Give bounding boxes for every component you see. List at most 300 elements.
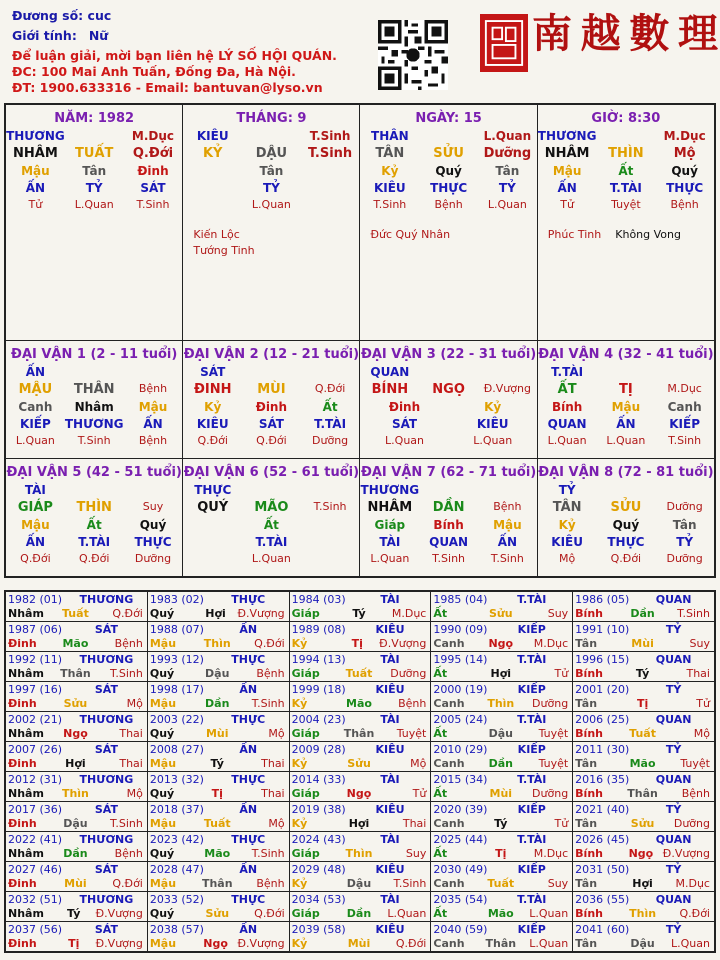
stage-label: T.Sinh xyxy=(109,667,143,680)
star-note: Kiến Lộc xyxy=(193,228,240,241)
hidden-stem-label: Tân xyxy=(672,518,697,532)
year-cell[interactable] xyxy=(6,832,148,862)
year-cell[interactable] xyxy=(431,622,573,652)
branch-label: Dậu xyxy=(488,727,513,740)
year-row xyxy=(6,712,715,742)
year-cell[interactable] xyxy=(147,772,289,802)
stem-label: Nhâm xyxy=(8,907,44,920)
stem-label: Ất xyxy=(433,727,448,740)
year-label: 2022 (41) xyxy=(8,833,63,846)
ten-god-label: KIẾP xyxy=(669,417,700,431)
ten-god-label: THƯƠNG xyxy=(79,713,134,726)
ten-god-label: TÀI xyxy=(379,535,401,549)
stage-label: Thai xyxy=(686,667,710,680)
year-row xyxy=(6,682,715,712)
stage-label: Mộ xyxy=(410,757,427,770)
branch-label: Dậu xyxy=(346,877,372,890)
year-label: 2007 (26) xyxy=(8,743,63,756)
pillar-line xyxy=(6,198,182,211)
stage-label: Bệnh xyxy=(138,434,168,447)
hidden-gods-line xyxy=(183,535,359,549)
year-cell[interactable] xyxy=(147,652,289,682)
year-cell[interactable] xyxy=(147,862,289,892)
stage-label: L.Quan xyxy=(606,434,646,447)
year-cell[interactable] xyxy=(289,652,431,682)
branch-label: Tý xyxy=(210,757,224,770)
year-header xyxy=(433,713,570,726)
ten-god-label: T.TÀI xyxy=(517,593,547,606)
dai-van-title: ĐẠI VẬN 6 (52 - 61 tuổi) xyxy=(183,465,360,480)
year-label: 2020 (39) xyxy=(433,803,488,816)
stem-label: Giáp xyxy=(291,607,320,620)
year-cell[interactable] xyxy=(573,832,715,862)
branch-label: Ngọ xyxy=(346,787,372,800)
year-cell[interactable] xyxy=(6,682,148,712)
year-cell[interactable] xyxy=(6,922,148,952)
dai-van-row xyxy=(6,341,715,459)
pillar-title: GIỜ: 8:30 xyxy=(591,111,661,126)
year-detail xyxy=(575,607,712,620)
year-detail xyxy=(433,757,570,770)
stage-label: L.Quan xyxy=(370,552,410,565)
hidden-stems-line xyxy=(183,518,359,532)
ten-god-label: THÂN xyxy=(371,129,409,143)
stem-label: Mậu xyxy=(149,697,177,710)
ten-god-label: KIẾP xyxy=(517,683,546,696)
year-cell[interactable] xyxy=(147,592,289,622)
dai-van-cell[interactable] xyxy=(360,341,537,459)
year-cell[interactable] xyxy=(289,622,431,652)
year-header xyxy=(292,743,429,756)
year-label: 1991 (10) xyxy=(575,623,630,636)
brand-char: 越 xyxy=(580,9,621,57)
ten-god-label: ẤN xyxy=(557,181,577,195)
year-row xyxy=(6,772,715,802)
year-cell[interactable] xyxy=(289,682,431,712)
year-header xyxy=(433,623,570,636)
seal-stamp-icon xyxy=(480,14,528,72)
pillar-line xyxy=(538,181,714,195)
hidden-stem-label: Tân xyxy=(82,164,107,178)
qr-code-icon[interactable] xyxy=(378,20,448,90)
year-header xyxy=(150,863,287,876)
gender-value: Nữ xyxy=(88,28,109,43)
hidden-stem-label: Canh xyxy=(667,400,702,414)
hidden-stem-label: Giáp xyxy=(374,518,406,532)
stage-label: Dưỡng xyxy=(673,817,710,830)
stem-label: Kỷ xyxy=(291,937,308,950)
star-note: Phúc Tinh xyxy=(547,228,602,241)
branch-label: Hợi xyxy=(490,667,512,680)
ten-god-label: L.Quan xyxy=(483,129,532,143)
year-cell[interactable] xyxy=(147,622,289,652)
year-cell[interactable] xyxy=(431,772,573,802)
ten-god-label: TỶ xyxy=(85,181,103,195)
hidden-stages-line xyxy=(538,434,714,447)
stem-label: Bính xyxy=(575,787,603,800)
stem-label: ẤT xyxy=(557,382,577,397)
brand-char: 數 xyxy=(629,9,670,57)
year-header xyxy=(8,743,145,756)
stage-label: Tuyệt xyxy=(538,727,569,740)
year-detail xyxy=(8,757,145,770)
pillar-line xyxy=(183,146,359,161)
stage-label: T.Sinh xyxy=(251,847,285,860)
ten-god-label: SÁT xyxy=(391,417,418,431)
stem-label: Kỷ xyxy=(291,637,308,650)
year-header xyxy=(433,893,570,906)
ten-god-label: TÀI xyxy=(380,653,400,666)
stage-label: Đ.Vượng xyxy=(95,937,143,950)
ten-god-label: QUAN xyxy=(655,833,692,846)
hidden-stems-line xyxy=(538,400,714,414)
hidden-gods-line xyxy=(538,535,714,549)
branch-label: Tuất xyxy=(487,877,515,890)
dai-van-cell[interactable] xyxy=(537,341,714,459)
year-row xyxy=(6,622,715,652)
owner-value: cuc xyxy=(87,8,112,23)
dai-van-cell[interactable] xyxy=(6,341,183,459)
year-label: 1992 (11) xyxy=(8,653,63,666)
dai-van-main xyxy=(6,500,182,515)
ten-god-label: KIÊU xyxy=(375,803,405,816)
year-label: 1988 (07) xyxy=(149,623,204,636)
stem-label: Tân xyxy=(575,817,598,830)
year-row xyxy=(6,892,715,922)
year-header xyxy=(150,923,287,936)
year-cell[interactable] xyxy=(573,802,715,832)
stage-label: L.Quan xyxy=(529,907,569,920)
stem-label: Canh xyxy=(433,757,465,770)
year-cell[interactable] xyxy=(431,802,573,832)
year-detail xyxy=(433,847,570,860)
stem-label: Bính xyxy=(575,847,603,860)
ten-god-label: SÁT xyxy=(94,743,118,756)
ten-god-label: SÁT xyxy=(140,181,166,195)
year-cell[interactable] xyxy=(573,622,715,652)
stage-label: M.Dục xyxy=(533,637,569,650)
year-label: 2040 (59) xyxy=(433,923,488,936)
hidden-stages-line xyxy=(6,434,182,447)
year-cell[interactable] xyxy=(431,922,573,952)
stage-label: L.Quan xyxy=(251,552,291,565)
dai-van-title: ĐẠI VẬN 4 (32 - 41 tuổi) xyxy=(538,347,714,362)
stage-label: Mộ xyxy=(126,697,143,710)
stage-label: Suy xyxy=(689,637,710,650)
branch-label: Tuất xyxy=(629,727,656,740)
ten-god-label: TỶ xyxy=(262,181,280,195)
hidden-stem-label: Ất xyxy=(618,164,634,178)
ten-god-label: QUAN xyxy=(655,653,692,666)
stem-branch-label: Q.Đới xyxy=(132,146,174,161)
dai-van-cell[interactable] xyxy=(6,459,183,577)
dai-van-god-line xyxy=(538,483,714,497)
dai-van-title: ĐẠI VẬN 7 (62 - 71 tuổi) xyxy=(360,465,537,480)
year-table xyxy=(4,590,716,953)
year-cell[interactable] xyxy=(573,652,715,682)
stem-branch-label: T.Sinh xyxy=(308,146,353,161)
year-cell[interactable] xyxy=(289,832,431,862)
year-cell[interactable] xyxy=(6,652,148,682)
year-cell[interactable] xyxy=(147,682,289,712)
branch-label: Dậu xyxy=(205,667,230,680)
hidden-gods-line xyxy=(6,417,182,431)
pillar-line xyxy=(360,164,536,178)
year-header xyxy=(150,743,287,756)
year-label: 2041 (60) xyxy=(575,923,630,936)
stage-label xyxy=(183,552,242,565)
branch-label: THÌN xyxy=(76,500,112,515)
year-header xyxy=(292,623,429,636)
year-label: 2039 (58) xyxy=(291,923,346,936)
year-cell[interactable] xyxy=(147,742,289,772)
branch-label: Thân xyxy=(343,727,375,740)
year-label: 1998 (17) xyxy=(149,683,204,696)
year-cell[interactable] xyxy=(431,862,573,892)
year-label: 2006 (25) xyxy=(575,713,630,726)
year-detail xyxy=(292,667,429,680)
year-cell[interactable] xyxy=(6,772,148,802)
year-label: 2000 (19) xyxy=(433,683,488,696)
pillar-line xyxy=(183,164,359,178)
year-cell[interactable] xyxy=(573,772,715,802)
stem-label: MẬU xyxy=(18,382,53,397)
stage-label: Dưỡng xyxy=(134,552,172,565)
stem-label: BÍNH xyxy=(371,382,409,397)
stage-label: Tử xyxy=(554,817,569,830)
year-detail xyxy=(150,697,287,710)
stem-label: Đinh xyxy=(8,697,37,710)
year-row xyxy=(6,592,715,622)
stem-branch-label: DẬU xyxy=(255,146,288,161)
hidden-gods-line xyxy=(360,535,536,549)
year-header xyxy=(292,593,429,606)
ten-god-label: QUAN xyxy=(547,417,587,431)
stem-branch-label: THÌN xyxy=(608,146,644,161)
stage-label: Tuyệt xyxy=(611,198,641,211)
ten-god-label: ẤN xyxy=(25,535,46,549)
branch-label: Hợi xyxy=(205,607,226,620)
year-cell[interactable] xyxy=(289,862,431,892)
year-header xyxy=(433,593,570,606)
hidden-stem-label: Tân xyxy=(259,164,284,178)
ten-god-label: KIÊU xyxy=(375,743,405,756)
pillar-cell[interactable] xyxy=(183,105,360,341)
year-cell[interactable] xyxy=(289,922,431,952)
ten-god-label: ẤN xyxy=(239,923,258,936)
ten-god-label: T.TÀI xyxy=(517,713,547,726)
brand-char: 理 xyxy=(677,9,718,57)
year-cell[interactable] xyxy=(289,592,431,622)
year-cell[interactable] xyxy=(147,892,289,922)
ten-god-label: KIÊU xyxy=(375,923,405,936)
year-label: 1987 (06) xyxy=(8,623,63,636)
year-cell[interactable] xyxy=(431,742,573,772)
hidden-stem-label: Kỷ xyxy=(381,164,399,178)
branch-label: TỊ xyxy=(619,382,633,397)
ten-god-label: SÁT xyxy=(200,365,226,379)
branch-label: DẦN xyxy=(432,500,465,515)
hidden-stem-label: Kỷ xyxy=(558,518,576,532)
year-cell[interactable] xyxy=(147,802,289,832)
stem-label: Ất xyxy=(433,667,448,680)
branch-label: Tý xyxy=(635,667,650,680)
stage-label xyxy=(183,198,242,211)
ten-god-label: KIÊU xyxy=(375,863,405,876)
year-detail xyxy=(575,697,712,710)
dai-van-cell[interactable] xyxy=(183,341,360,459)
stage-label: Bệnh xyxy=(256,877,285,890)
dai-van-title: ĐẠI VẬN 1 (2 - 11 tuổi) xyxy=(11,347,178,362)
stem-label: Ất xyxy=(433,787,448,800)
stage-label: L.Quan xyxy=(387,907,427,920)
dai-van-cell[interactable] xyxy=(360,459,537,577)
hidden-gods-line xyxy=(538,417,714,431)
pillar-cell[interactable] xyxy=(6,105,183,341)
year-cell[interactable] xyxy=(431,832,573,862)
year-cell[interactable] xyxy=(431,712,573,742)
year-cell[interactable] xyxy=(147,922,289,952)
year-detail xyxy=(433,907,570,920)
hidden-stem-label: Bính xyxy=(551,400,583,414)
stem-label: Mậu xyxy=(149,757,177,770)
stem-label: ĐINH xyxy=(193,382,232,397)
dai-van-cell[interactable] xyxy=(183,459,360,577)
year-cell[interactable] xyxy=(573,682,715,712)
year-detail xyxy=(433,787,570,800)
stage-label: Dưỡng xyxy=(312,434,349,447)
ten-god-label: KIÊU xyxy=(373,181,406,195)
year-detail xyxy=(433,877,570,890)
ten-god-label: T.TÀI xyxy=(78,535,111,549)
stage-label: Q.Đới xyxy=(395,937,427,950)
year-cell[interactable] xyxy=(6,862,148,892)
year-cell[interactable] xyxy=(573,742,715,772)
year-label: 1986 (05) xyxy=(575,593,630,606)
pillar-title: NĂM: 1982 xyxy=(54,111,135,126)
ten-god-label: QUAN xyxy=(370,365,410,379)
year-cell[interactable] xyxy=(431,682,573,712)
branch-label: Dần xyxy=(63,847,88,860)
hidden-stem-label: Kỷ xyxy=(484,400,502,414)
stage-label: Thai xyxy=(261,757,285,770)
dai-van-title: ĐẠI VẬN 8 (72 - 81 tuổi) xyxy=(538,465,714,480)
ten-god-label: TỶ xyxy=(665,863,682,876)
year-cell[interactable] xyxy=(573,922,715,952)
stem-label: Quý xyxy=(149,607,175,620)
year-cell[interactable] xyxy=(289,802,431,832)
hidden-stem-label: Mậu xyxy=(21,164,50,178)
year-row xyxy=(6,862,715,892)
year-detail xyxy=(575,877,712,890)
year-label: 1989 (08) xyxy=(291,623,346,636)
branch-label: Tị xyxy=(351,637,363,650)
ten-god-label: T.Sinh xyxy=(309,129,351,143)
hidden-stems-line xyxy=(6,518,182,532)
year-cell[interactable] xyxy=(6,802,148,832)
stage-label xyxy=(301,552,360,565)
ten-god-label xyxy=(301,535,360,549)
ten-god-label: ẤN xyxy=(497,535,518,549)
year-detail xyxy=(8,727,145,740)
ten-god-label: TỶ xyxy=(665,683,682,696)
year-label: 2033 (52) xyxy=(149,893,204,906)
stem-label: Quý xyxy=(149,727,175,740)
stage-label: Đ.Vượng xyxy=(237,937,285,950)
stem-branch-label: SỬU xyxy=(433,146,464,161)
year-cell[interactable] xyxy=(573,592,715,622)
ten-god-label: KIẾP xyxy=(517,743,546,756)
year-header xyxy=(575,593,712,606)
year-cell[interactable] xyxy=(289,772,431,802)
dai-van-main xyxy=(360,500,536,515)
year-cell[interactable] xyxy=(147,832,289,862)
ten-god-label: THỰC xyxy=(231,713,266,726)
hidden-stems-line xyxy=(360,400,536,414)
stage-label: Mộ xyxy=(559,552,576,565)
ten-god-label: TÀI xyxy=(380,893,400,906)
dai-van-main xyxy=(6,382,182,397)
year-header xyxy=(292,653,429,666)
ten-god-label: T.TÀI xyxy=(314,417,347,431)
year-label: 2009 (28) xyxy=(291,743,346,756)
stage-label: Dưỡng xyxy=(532,697,569,710)
year-cell[interactable] xyxy=(573,712,715,742)
year-cell[interactable] xyxy=(573,862,715,892)
year-detail xyxy=(8,937,145,950)
branch-label: MÃO xyxy=(254,500,289,515)
stage-label: Tuyệt xyxy=(396,727,427,740)
stage-label: Mộ xyxy=(693,727,710,740)
pillar-cell[interactable] xyxy=(537,105,714,341)
year-label: 2012 (31) xyxy=(8,773,63,786)
year-cell[interactable] xyxy=(6,712,148,742)
year-header xyxy=(8,803,145,816)
year-cell[interactable] xyxy=(6,622,148,652)
year-label: 2028 (47) xyxy=(149,863,204,876)
year-header xyxy=(433,923,570,936)
stem-label: Bính xyxy=(575,607,603,620)
year-cell[interactable] xyxy=(6,592,148,622)
hidden-stem-label: Mậu xyxy=(611,400,641,414)
year-cell[interactable] xyxy=(289,742,431,772)
year-label: 1996 (15) xyxy=(575,653,630,666)
stage-label: Q.Đới xyxy=(197,434,228,447)
pillar-cell[interactable] xyxy=(360,105,537,341)
year-cell[interactable] xyxy=(573,892,715,922)
branch-label: Mùi xyxy=(64,877,87,890)
stage-label: Tử xyxy=(28,198,43,211)
year-cell[interactable] xyxy=(431,592,573,622)
year-cell[interactable] xyxy=(6,892,148,922)
year-cell[interactable] xyxy=(289,712,431,742)
year-detail xyxy=(150,727,287,740)
year-header xyxy=(433,683,570,696)
hidden-stems-line xyxy=(6,400,182,414)
year-header xyxy=(150,833,287,846)
year-label: 1984 (03) xyxy=(291,593,346,606)
year-cell[interactable] xyxy=(289,892,431,922)
year-cell[interactable] xyxy=(6,742,148,772)
year-cell[interactable] xyxy=(431,892,573,922)
stem-label: Nhâm xyxy=(8,787,44,800)
year-label: 2013 (32) xyxy=(149,773,204,786)
pillar-line xyxy=(183,129,359,143)
dai-van-cell[interactable] xyxy=(537,459,714,577)
year-cell[interactable] xyxy=(431,652,573,682)
ten-god-label xyxy=(183,181,242,195)
year-cell[interactable] xyxy=(147,712,289,742)
